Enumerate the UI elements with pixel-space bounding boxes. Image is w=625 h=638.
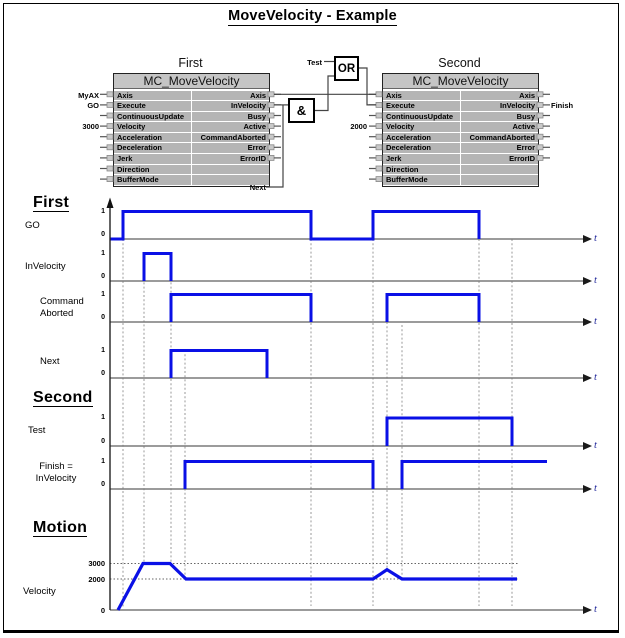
fb-port-row (383, 133, 538, 143)
time-axis-arrow (583, 235, 592, 243)
fb-output-port: InVelocity (461, 101, 538, 111)
level-tick-low: 0 (101, 314, 105, 321)
signal-waveform-Test (387, 418, 512, 446)
fb-input-port: ContinuousUpdate (114, 112, 191, 122)
value-label-next: Next (249, 183, 266, 192)
time-axis-arrow (583, 374, 592, 382)
fb-input-port: Velocity (383, 122, 460, 132)
fb-output-port: Error (461, 143, 538, 153)
figure-title-text: MoveVelocity - Example (228, 8, 397, 24)
velocity-curve (118, 564, 517, 611)
signal-waveform-GO (110, 212, 479, 240)
level-tick-high: 1 (101, 207, 105, 215)
level-tick-high: 1 (101, 457, 105, 465)
fb-input-port: BufferMode (383, 175, 460, 185)
fb-port-row (114, 165, 269, 175)
fb-first-block (113, 73, 270, 187)
fb-second-rows (383, 91, 538, 185)
and-gate: & (288, 98, 315, 123)
value-label-2000: 2000 (350, 122, 367, 132)
fb-port-row (383, 122, 538, 132)
value-label-myax: MyAX (78, 90, 99, 100)
fb-input-port: Execute (383, 101, 460, 111)
fb-input-port: Jerk (383, 154, 460, 164)
fb-second-type-title: MC_MoveVelocity (383, 74, 538, 89)
fb-output-port (192, 165, 269, 175)
value-label-3000: 3000 (82, 122, 99, 132)
time-axis-label: t (594, 232, 597, 244)
section-heading: Motion (33, 519, 88, 536)
wire-and-to-or (315, 76, 334, 111)
level-tick-low: 0 (101, 481, 105, 488)
fb-output-port: Busy (461, 112, 538, 122)
section-heading: First (33, 194, 70, 211)
time-axis-arrow (583, 277, 592, 285)
fb-first-type-title: MC_MoveVelocity (114, 74, 269, 89)
fb-port-row (383, 91, 538, 101)
time-axis-label: t (594, 482, 597, 494)
fb-input-port: Deceleration (383, 143, 460, 153)
or-gate: OR (334, 56, 359, 81)
time-axis-label: t (594, 274, 597, 286)
fb-input-port: Axis (383, 91, 460, 101)
fb-input-port: Jerk (114, 154, 191, 164)
fb-input-port: Axis (114, 91, 191, 101)
signal-label: InVelocity (25, 261, 66, 272)
time-axis-label: t (594, 439, 597, 451)
fb-output-port: Active (192, 122, 269, 132)
signal-label: Test (28, 425, 46, 436)
fb-port-row (114, 101, 269, 111)
fb-port-row (114, 112, 269, 122)
fb-output-port: Axis (461, 91, 538, 101)
time-axis-label: t (594, 603, 597, 615)
fb-input-port: ContinuousUpdate (383, 112, 460, 122)
value-axis-arrow (107, 198, 114, 209)
fb-first-rows (114, 91, 269, 185)
fb-port-row (383, 154, 538, 164)
signal-label: GO (25, 220, 40, 231)
fb-port-row (114, 91, 269, 101)
fb-second-instance-label: Second (438, 56, 481, 70)
level-tick-high: 1 (101, 346, 105, 354)
fb-port-row (383, 165, 538, 175)
signal-waveform-FinishInVelocity (185, 462, 547, 490)
wire-or-to-execute (359, 68, 376, 105)
fb-port-row (383, 101, 538, 111)
fb-second-block (382, 73, 539, 187)
time-axis-arrow (583, 485, 592, 493)
fb-output-port: CommandAborted (192, 133, 269, 143)
fb-output-port: Axis (192, 91, 269, 101)
fb-output-port: Active (461, 122, 538, 132)
fb-port-row (114, 154, 269, 164)
fb-input-port: Direction (114, 165, 191, 175)
fb-output-port: Busy (192, 112, 269, 122)
signal-label: Finish = InVelocity (35, 461, 77, 484)
fb-port-row (383, 175, 538, 185)
fb-output-port (461, 175, 538, 185)
section-heading: Second (33, 389, 93, 406)
time-axis-label: t (594, 315, 597, 327)
fb-port-row (114, 133, 269, 143)
level-tick-low: 0 (101, 438, 105, 445)
fb-first-instance-label: First (178, 56, 203, 70)
level-tick-high: 1 (101, 290, 105, 298)
fb-port-row (383, 143, 538, 153)
fb-input-port: Acceleration (383, 133, 460, 143)
level-tick-low: 0 (101, 231, 105, 238)
fb-input-port: Acceleration (114, 133, 191, 143)
level-tick-low: 0 (101, 273, 105, 280)
value-label-finish: Finish (551, 101, 574, 110)
level-tick-high: 1 (101, 414, 105, 421)
velocity-axis-label: Velocity (23, 586, 56, 597)
fb-output-port: InVelocity (192, 101, 269, 111)
fb-output-port (461, 165, 538, 175)
fb-output-port: ErrorID (192, 154, 269, 164)
level-tick-high: 1 (101, 249, 105, 257)
time-axis-label: t (594, 371, 597, 383)
signal-waveform-Next (171, 351, 267, 379)
time-axis-arrow (583, 318, 592, 326)
fb-input-port: Direction (383, 165, 460, 175)
fb-input-port: Execute (114, 101, 191, 111)
velocity-tick: 0 (100, 605, 105, 615)
fb-port-row (114, 122, 269, 132)
fb-port-row (383, 112, 538, 122)
velocity-tick: 2000 (88, 574, 105, 584)
fb-input-port: BufferMode (114, 175, 191, 185)
level-tick-low: 0 (101, 370, 105, 377)
signal-label: Next (40, 356, 60, 367)
time-axis-arrow (583, 442, 592, 450)
figure-title (0, 8, 625, 24)
fb-output-port: CommandAborted (461, 133, 538, 143)
signal-waveform-InVelocity (144, 254, 171, 282)
signal-label: Command Aborted (40, 296, 84, 319)
fb-input-port: Deceleration (114, 143, 191, 153)
fb-output-port: Error (192, 143, 269, 153)
fb-output-port: ErrorID (461, 154, 538, 164)
velocity-tick: 3000 (88, 559, 105, 568)
value-label-go: GO (87, 101, 99, 110)
signal-waveform-CommandAborted (171, 295, 479, 323)
time-axis-arrow (583, 606, 592, 614)
value-label-test: Test (307, 57, 322, 67)
fb-input-port: Velocity (114, 122, 191, 132)
fb-port-row (114, 143, 269, 153)
